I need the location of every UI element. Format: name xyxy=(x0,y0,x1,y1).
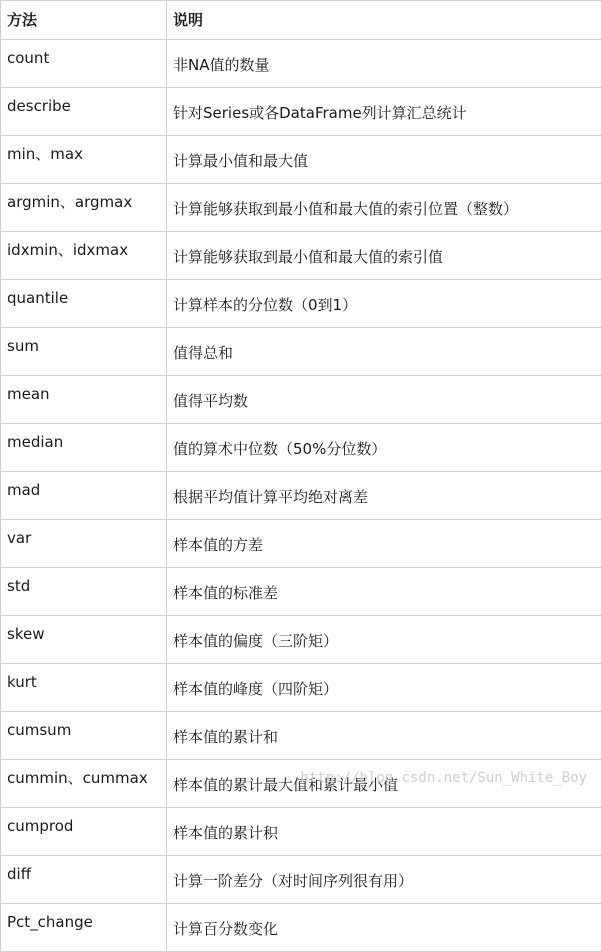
description-cell: 计算能够获取到最小值和最大值的索引位置（整数） xyxy=(167,184,601,232)
description-cell: 计算能够获取到最小值和最大值的索引值 xyxy=(167,232,601,280)
method-cell: cumsum xyxy=(1,712,167,760)
table-row xyxy=(1,472,601,520)
table-header-row xyxy=(1,1,601,40)
description-cell: 计算最小值和最大值 xyxy=(167,136,601,184)
description-cell: 计算一阶差分（对时间序列很有用） xyxy=(167,856,601,904)
description-cell: 值的算术中位数（50%分位数） xyxy=(167,424,601,472)
description-cell: 样本值的峰度（四阶矩） xyxy=(167,664,601,712)
table-row xyxy=(1,184,601,232)
method-cell: count xyxy=(1,40,167,88)
method-cell: argmin、argmax xyxy=(1,184,167,232)
method-cell: skew xyxy=(1,616,167,664)
table-row xyxy=(1,376,601,424)
method-cell: idxmin、idxmax xyxy=(1,232,167,280)
description-cell: 非NA值的数量 xyxy=(167,40,601,88)
description-cell: 计算样本的分位数（0到1） xyxy=(167,280,601,328)
table-row xyxy=(1,712,601,760)
description-cell: 根据平均值计算平均绝对离差 xyxy=(167,472,601,520)
method-cell: describe xyxy=(1,88,167,136)
method-cell: var xyxy=(1,520,167,568)
description-cell: 样本值的累计积 xyxy=(167,808,601,856)
table-row xyxy=(1,568,601,616)
description-cell: 值得平均数 xyxy=(167,376,601,424)
table-row xyxy=(1,232,601,280)
table-row xyxy=(1,856,601,904)
table-row xyxy=(1,616,601,664)
description-cell: 样本值的偏度（三阶矩） xyxy=(167,616,601,664)
table-row xyxy=(1,280,601,328)
description-cell: 针对Series或各DataFrame列计算汇总统计 xyxy=(167,88,601,136)
table-row xyxy=(1,520,601,568)
table-row xyxy=(1,808,601,856)
table-row xyxy=(1,424,601,472)
method-cell: Pct_change xyxy=(1,904,167,952)
column-header-method: 方法 xyxy=(1,1,167,40)
description-cell: 计算百分数变化 xyxy=(167,904,601,952)
table-row xyxy=(1,136,601,184)
method-cell: cumprod xyxy=(1,808,167,856)
description-cell: 值得总和 xyxy=(167,328,601,376)
description-cell: 样本值的标准差 xyxy=(167,568,601,616)
method-cell: quantile xyxy=(1,280,167,328)
method-cell: median xyxy=(1,424,167,472)
description-cell: 样本值的累计和 xyxy=(167,712,601,760)
method-cell: std xyxy=(1,568,167,616)
blog-watermark: http://blog.csdn.net/Sun_White_Boy xyxy=(300,770,587,786)
method-cell: min、max xyxy=(1,136,167,184)
table-row xyxy=(1,328,601,376)
method-cell: mean xyxy=(1,376,167,424)
description-cell: 样本值的方差 xyxy=(167,520,601,568)
method-cell: cummin、cummax xyxy=(1,760,167,808)
table-row xyxy=(1,88,601,136)
method-cell: diff xyxy=(1,856,167,904)
method-cell: mad xyxy=(1,472,167,520)
column-header-description: 说明 xyxy=(167,1,601,40)
description-cell: 样本值的累计最大值和累计最小值 xyxy=(167,760,601,808)
method-cell: kurt xyxy=(1,664,167,712)
table-row xyxy=(1,40,601,88)
table-row xyxy=(1,664,601,712)
table-row xyxy=(1,904,601,952)
method-cell: sum xyxy=(1,328,167,376)
